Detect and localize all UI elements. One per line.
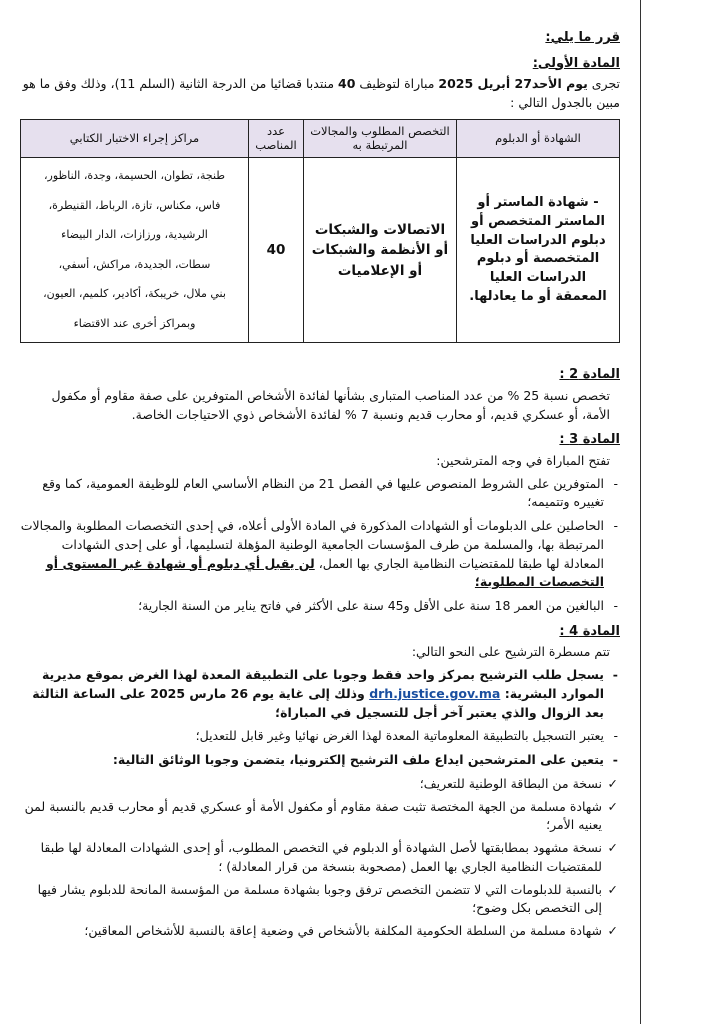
article-1-title: المادة الأولى: xyxy=(532,55,620,71)
header-diploma: الشهادة أو الدبلوم xyxy=(457,119,620,158)
article-3-list xyxy=(20,475,620,616)
document-item: ✓ بالنسبة للدبلومات التي لا تتضمن التخصص ترفق وجوبا بشهادة مسلمة من المؤسسة المانحة للدبلوم يشار فيها إلى التخصص بكل وضوح؛ xyxy=(20,881,620,919)
table-header-row xyxy=(21,119,620,158)
center-line: الرشيدية، ورزازات، الدار البيضاء xyxy=(61,228,208,242)
article-3-item2-emphasis: لن يقبل أي دبلوم أو شهادة غير المستوى أو التخصصات المطلوبة؛ xyxy=(46,555,604,590)
article-4-list xyxy=(20,666,620,770)
center-line: بني ملال، خريبكة، أكادير، كلميم، العيون، xyxy=(43,287,226,301)
document-page xyxy=(20,28,620,945)
article-4-intro: تتم مسطرة الترشيح على النحو التالي: xyxy=(411,644,610,660)
article-1-text-c: منتدبا قضائيا من الدرجة الثانية (السلم 11)، وذلك وفق ما هو مبين بالجدول التالي : xyxy=(22,76,620,110)
header-count: عدد المناصب xyxy=(249,119,304,158)
article-1-text-a: تجرى xyxy=(587,76,620,91)
document-item: ✓ نسخة من البطاقة الوطنية للتعريف؛ xyxy=(20,775,620,794)
article-1-text xyxy=(20,75,620,113)
table-row xyxy=(21,158,620,343)
article-3-item2-text: الحاصلين على الدبلومات أو الشهادات المذكورة في المادة الأولى أعلاه، في إحدى التخصصات المطلوبة والمجالات المرتبطة بها، والمسلمة من طرف المؤسسات الجامعية الوطنية المؤهلة لتسليمها، أو على إحدى الشهادات المعادلة لها طبقا للمقتضيات النظامية الجاري بها العمل، xyxy=(20,518,604,571)
document-item: ✓ شهادة مسلمة من الجهة المختصة تثبت صفة مقاوم أو مكفول الأمة أو عسكري قديم أو محارب قديم بالنسبة لمن يعنيه الأمر؛ xyxy=(20,798,620,836)
cell-centers xyxy=(21,158,249,343)
article-2-title: المادة 2 : xyxy=(559,367,620,383)
article-1-count: 40 xyxy=(338,76,356,91)
center-line: طنجة، تطوان، الحسيمة، وجدة، الناظور، xyxy=(43,169,226,183)
document-item: ✓ شهادة مسلمة من السلطة الحكومية المكلفة بالأشخاص في وضعية إعاقة بالنسبة للأشخاص المعاقين؛ xyxy=(20,922,620,941)
center-line: فاس، مكناس، تازة، الرباط، القنيطرة، xyxy=(48,198,221,212)
article-4-item1-b: وذلك إلى غاية يوم 26 مارس 2025 على الساعة الثالثة بعد الزوال والذي يعتبر آخر أجل للتسجيل في المباراة؛ xyxy=(32,685,604,720)
article-3-title: المادة 3 : xyxy=(559,432,620,448)
list-item xyxy=(20,517,620,592)
positions-table xyxy=(20,119,620,344)
list-item: - المتوفرين على الشروط المنصوص عليها في الفصل 21 من النظام الأساسي العام للوظيفة العمومية، كما وقع تغييره وتتميمه؛ xyxy=(20,475,620,513)
header-specialty: التخصص المطلوب والمجالات المرتبطة به xyxy=(304,119,457,158)
article-4-item1-a: يسجل طلب الترشيح بمركز واحد فقط وجوبا على التطبيقة المعدة لهذا الغرض بموقع مديرية الموارد البشرية: xyxy=(41,667,604,701)
cell-count: 40 xyxy=(249,158,304,343)
document-item: ✓ نسخة مشهود بمطابقتها لأصل الشهادة أو الدبلوم في التخصص المطلوب، أو إحدى الشهادات المعادلة لها طبقا للمقتضيات النظامية الجاري بها العمل (مصحوبة بنسخة من قرار المعادلة) ؛ xyxy=(20,839,620,877)
cell-diploma: - شهادة الماستر أو الماستر المتخصص أو دبلوم الدراسات العليا المتخصصة أو دبلوم الدراسات العليا المعمقة أو ما يعادلها. xyxy=(457,158,620,343)
article-3-intro: تفتح المباراة في وجه المترشحين: xyxy=(436,452,610,468)
header-centers: مراكز إجراء الاختبار الكتابي xyxy=(21,119,249,158)
center-line: سطات، الجديدة، مراكش، أسفي، xyxy=(58,257,211,271)
list-item xyxy=(20,666,620,722)
website-link[interactable]: drh.justice.gov.ma xyxy=(369,685,501,701)
center-line: وبمراكز أخرى عند الاقتضاء xyxy=(73,316,196,330)
list-item: - يعتبر التسجيل بالتطبيقة المعلوماتية المعدة لهذا الغرض نهائيا وغير قابل للتعديل؛ xyxy=(20,727,620,746)
documents-list xyxy=(20,775,620,941)
decision-heading: قرر ما يلي: xyxy=(545,30,620,45)
list-item: - البالغين من العمر 18 سنة على الأقل و45 سنة على الأكثر في فاتح يناير من السنة الجارية؛ xyxy=(20,597,620,616)
article-1-text-b: مباراة لتوظيف xyxy=(355,76,439,91)
article-2-text: تخصص نسبة 25 % من عدد المناصب المتبارى بشأنها لفائدة الأشخاص المتوفرين على صفة مقاوم أو مكفول الأمة، أو عسكري قديم، أو محارب قديم ونسبة 7 % لفائدة الأشخاص ذوي الاحتياجات الخاصة. xyxy=(51,387,610,422)
list-item: - يتعين على المترشحين ايداع ملف الترشيح إلكترونيا، يتضمن وجوبا الوثائق التالية: xyxy=(20,751,620,770)
cell-specialty: الاتصالات والشبكات أو الأنظمة والشبكات أو الإعلاميات xyxy=(304,158,457,343)
article-4-title: المادة 4 : xyxy=(559,623,620,639)
article-1-date: يوم الأحد27 أبريل 2025 xyxy=(438,76,588,91)
